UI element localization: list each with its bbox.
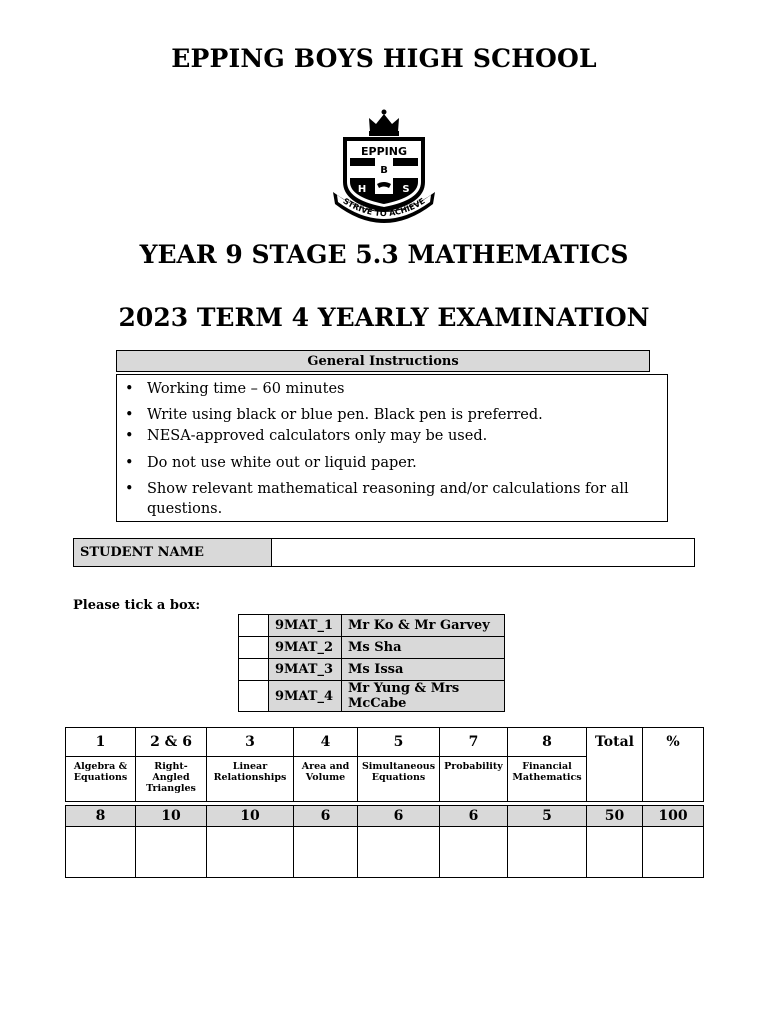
tick-box-prompt: Please tick a box: (73, 598, 201, 613)
section-number: 2 & 6 (136, 728, 207, 757)
topic-name: Linear Relationships (207, 757, 294, 802)
class-row (239, 637, 505, 659)
class-teacher: Ms Sha (342, 637, 505, 659)
total-header: Total (587, 728, 643, 802)
exam-title: 2023 TERM 4 YEARLY EXAMINATION (118, 303, 650, 332)
class-row (239, 681, 505, 712)
tick-box[interactable] (239, 681, 269, 712)
marks-table (65, 727, 704, 878)
section-number: 4 (294, 728, 358, 757)
student-name-field[interactable] (272, 539, 695, 567)
topic-name: Simultaneous Equations (358, 757, 440, 802)
class-teacher: Mr Ko & Mr Garvey (342, 615, 505, 637)
bullet-icon: • (125, 428, 134, 444)
max-mark: 10 (136, 806, 207, 827)
tick-box[interactable] (239, 615, 269, 637)
score-cell[interactable] (358, 827, 440, 878)
svg-text:H: H (357, 184, 367, 195)
max-mark: 6 (358, 806, 440, 827)
bullet-icon: • (125, 455, 134, 471)
section-number: 5 (358, 728, 440, 757)
class-selection-table (238, 614, 505, 712)
class-teacher: Ms Issa (342, 659, 505, 681)
score-cell[interactable] (136, 827, 207, 878)
student-name-table (73, 538, 695, 567)
bullet-icon: • (125, 381, 134, 397)
crown-icon (369, 110, 399, 137)
section-number: 3 (207, 728, 294, 757)
score-cell[interactable] (508, 827, 587, 878)
tick-box[interactable] (239, 659, 269, 681)
section-number: 1 (66, 728, 136, 757)
score-cell[interactable] (207, 827, 294, 878)
section-number-row (66, 728, 704, 757)
class-row (239, 615, 505, 637)
tick-box[interactable] (239, 637, 269, 659)
svg-text:STRIVE TO ACHIEVE: STRIVE TO ACHIEVE (341, 196, 427, 219)
max-mark: 6 (294, 806, 358, 827)
svg-text:B: B (380, 165, 388, 176)
topic-name: Financial Mathematics (508, 757, 587, 802)
bullet-icon: • (125, 407, 134, 423)
score-cell[interactable] (294, 827, 358, 878)
max-mark: 10 (207, 806, 294, 827)
score-cell[interactable] (587, 827, 643, 878)
student-name-label: STUDENT NAME (74, 539, 272, 567)
max-mark: 100 (643, 806, 704, 827)
score-entry-row (66, 827, 704, 878)
class-code: 9MAT_3 (269, 659, 342, 681)
max-mark: 5 (508, 806, 587, 827)
school-name: EPPING BOYS HIGH SCHOOL (171, 44, 597, 73)
svg-text:EPPING: EPPING (361, 145, 407, 158)
topic-name: Probability (440, 757, 508, 802)
percent-header: % (643, 728, 704, 802)
topic-name: Right-Angled Triangles (136, 757, 207, 802)
class-code: 9MAT_1 (269, 615, 342, 637)
section-number: 7 (440, 728, 508, 757)
topic-name: Area and Volume (294, 757, 358, 802)
subject-title: YEAR 9 STAGE 5.3 MATHEMATICS (139, 240, 629, 269)
score-cell[interactable] (66, 827, 136, 878)
class-code: 9MAT_2 (269, 637, 342, 659)
instructions-heading: General Instructions (116, 350, 650, 372)
max-mark: 8 (66, 806, 136, 827)
topic-name: Algebra & Equations (66, 757, 136, 802)
class-code: 9MAT_4 (269, 681, 342, 712)
score-cell[interactable] (440, 827, 508, 878)
svg-text:S: S (402, 184, 410, 195)
class-teacher: Mr Yung & Mrs McCabe (342, 681, 505, 712)
bullet-icon: • (125, 481, 134, 497)
section-number: 8 (508, 728, 587, 757)
instructions-box: • Working time – 60 minutes • Write using black or blue pen. Black pen is preferred. • NESA-approved calculators only may be used. • Do not use white out or liquid paper. • Show relevant mathematical reasoning and/or calculations for all questions. (116, 374, 668, 522)
max-mark: 6 (440, 806, 508, 827)
max-mark: 50 (587, 806, 643, 827)
school-crest-logo (329, 104, 439, 226)
max-marks-row (66, 806, 704, 827)
score-cell[interactable] (643, 827, 704, 878)
class-row (239, 659, 505, 681)
